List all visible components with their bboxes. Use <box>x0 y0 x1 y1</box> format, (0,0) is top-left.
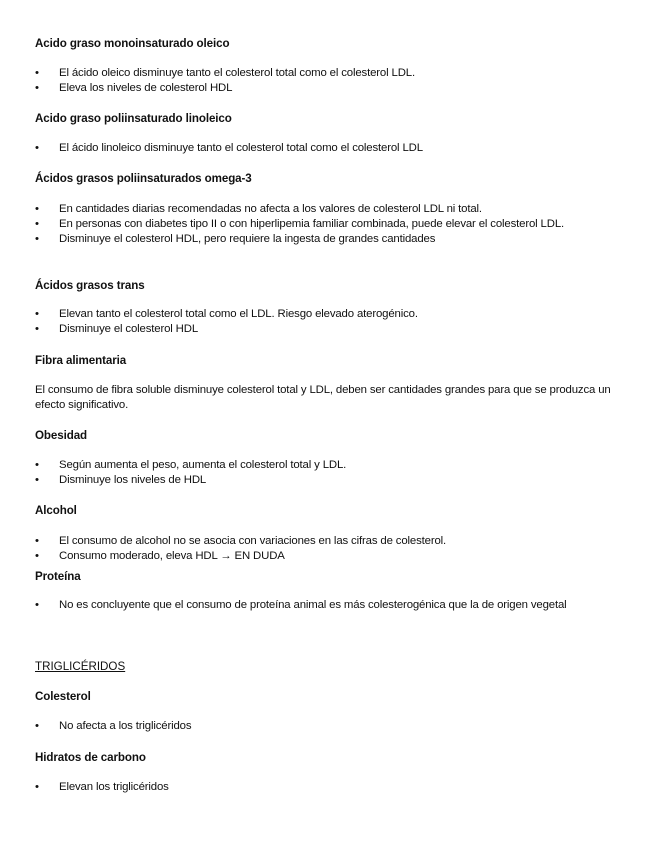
list-item <box>35 307 615 322</box>
list-item-text: No afecta a los triglicéridos <box>59 720 192 732</box>
bullet-icon: • <box>35 142 39 154</box>
heading-colesterol: Colesterol <box>35 690 91 703</box>
list-item <box>35 719 615 734</box>
heading-oleico: Acido graso monoinsaturado oleico <box>35 37 230 50</box>
list-item <box>35 141 615 156</box>
bullet-icon: • <box>35 599 39 611</box>
list-item-text: Elevan los triglicéridos <box>59 781 169 793</box>
bullet-icon: • <box>35 550 39 562</box>
list-colesterol <box>35 719 615 734</box>
list-oleico <box>35 66 615 96</box>
list-item-text: Según aumenta el peso, aumenta el colesterol total y LDL. <box>59 459 347 471</box>
heading-linoleico: Acido graso poliinsaturado linoleico <box>35 112 232 125</box>
bullet-icon: • <box>35 218 39 230</box>
bullet-icon: • <box>35 82 39 94</box>
list-item <box>35 81 615 96</box>
list-item-text: Disminuye el colesterol HDL <box>59 323 199 335</box>
list-item-text: El ácido oleico disminuye tanto el colesterol total como el colesterol LDL. <box>59 67 415 79</box>
list-item-text: Eleva los niveles de colesterol HDL <box>59 82 233 94</box>
heading-fibra: Fibra alimentaria <box>35 354 127 367</box>
list-item-text: No es concluyente que el consumo de proteína animal es más colesterogénica que la de origen vegetal <box>59 599 567 611</box>
list-item-text: En personas con diabetes tipo II o con hiperlipemia familiar combinada, puede elevar el colesterol LDL. <box>59 218 565 230</box>
bullet-icon: • <box>35 781 39 793</box>
list-item <box>35 534 615 549</box>
list-item <box>35 549 615 564</box>
heading-obesidad: Obesidad <box>35 429 88 442</box>
list-item <box>35 458 615 473</box>
list-item <box>35 66 615 81</box>
paragraph-fibra: El consumo de fibra soluble disminuye colesterol total y LDL, deben ser cantidades grandes para que se produzca un efecto significativo. <box>35 384 611 411</box>
list-item <box>35 217 615 232</box>
bullet-icon: • <box>35 720 39 732</box>
bullet-icon: • <box>35 308 39 320</box>
bullet-icon: • <box>35 474 39 486</box>
list-item <box>35 202 615 217</box>
list-item-text: Consumo moderado, eleva HDL → EN DUDA <box>59 550 285 562</box>
list-item <box>35 322 615 337</box>
bullet-icon: • <box>35 67 39 79</box>
bullet-icon: • <box>35 203 39 215</box>
list-item <box>35 598 615 613</box>
list-trans <box>35 307 615 337</box>
bullet-icon: • <box>35 535 39 547</box>
list-item <box>35 780 615 795</box>
list-proteina <box>35 598 615 613</box>
list-item-text: En cantidades diarias recomendadas no afecta a los valores de colesterol LDL ni total. <box>59 203 482 215</box>
list-alcohol <box>35 534 615 564</box>
list-item-text: El ácido linoleico disminuye tanto el colesterol total como el colesterol LDL <box>59 142 423 154</box>
list-item-text: El consumo de alcohol no se asocia con variaciones en las cifras de colesterol. <box>59 535 447 547</box>
list-hidratos <box>35 780 615 795</box>
list-item-text: Elevan tanto el colesterol total como el LDL. Riesgo elevado aterogénico. <box>59 308 418 320</box>
heading-omega3: Ácidos grasos poliinsaturados omega-3 <box>35 172 252 185</box>
list-item <box>35 473 615 488</box>
bullet-icon: • <box>35 459 39 471</box>
bullet-icon: • <box>35 323 39 335</box>
heading-alcohol: Alcohol <box>35 504 77 517</box>
section-header-trigliceridos: TRIGLICÉRIDOS <box>35 660 126 673</box>
bullet-icon: • <box>35 233 39 245</box>
list-item-text: Disminuye el colesterol HDL, pero requiere la ingesta de grandes cantidades <box>59 233 436 245</box>
list-linoleico <box>35 141 615 156</box>
list-item <box>35 232 615 247</box>
heading-hidratos: Hidratos de carbono <box>35 751 146 764</box>
heading-proteina: Proteína <box>35 570 81 583</box>
list-obesidad <box>35 458 615 488</box>
list-item-text: Disminuye los niveles de HDL <box>59 474 207 486</box>
list-omega3 <box>35 202 615 247</box>
heading-trans: Ácidos grasos trans <box>35 279 145 292</box>
